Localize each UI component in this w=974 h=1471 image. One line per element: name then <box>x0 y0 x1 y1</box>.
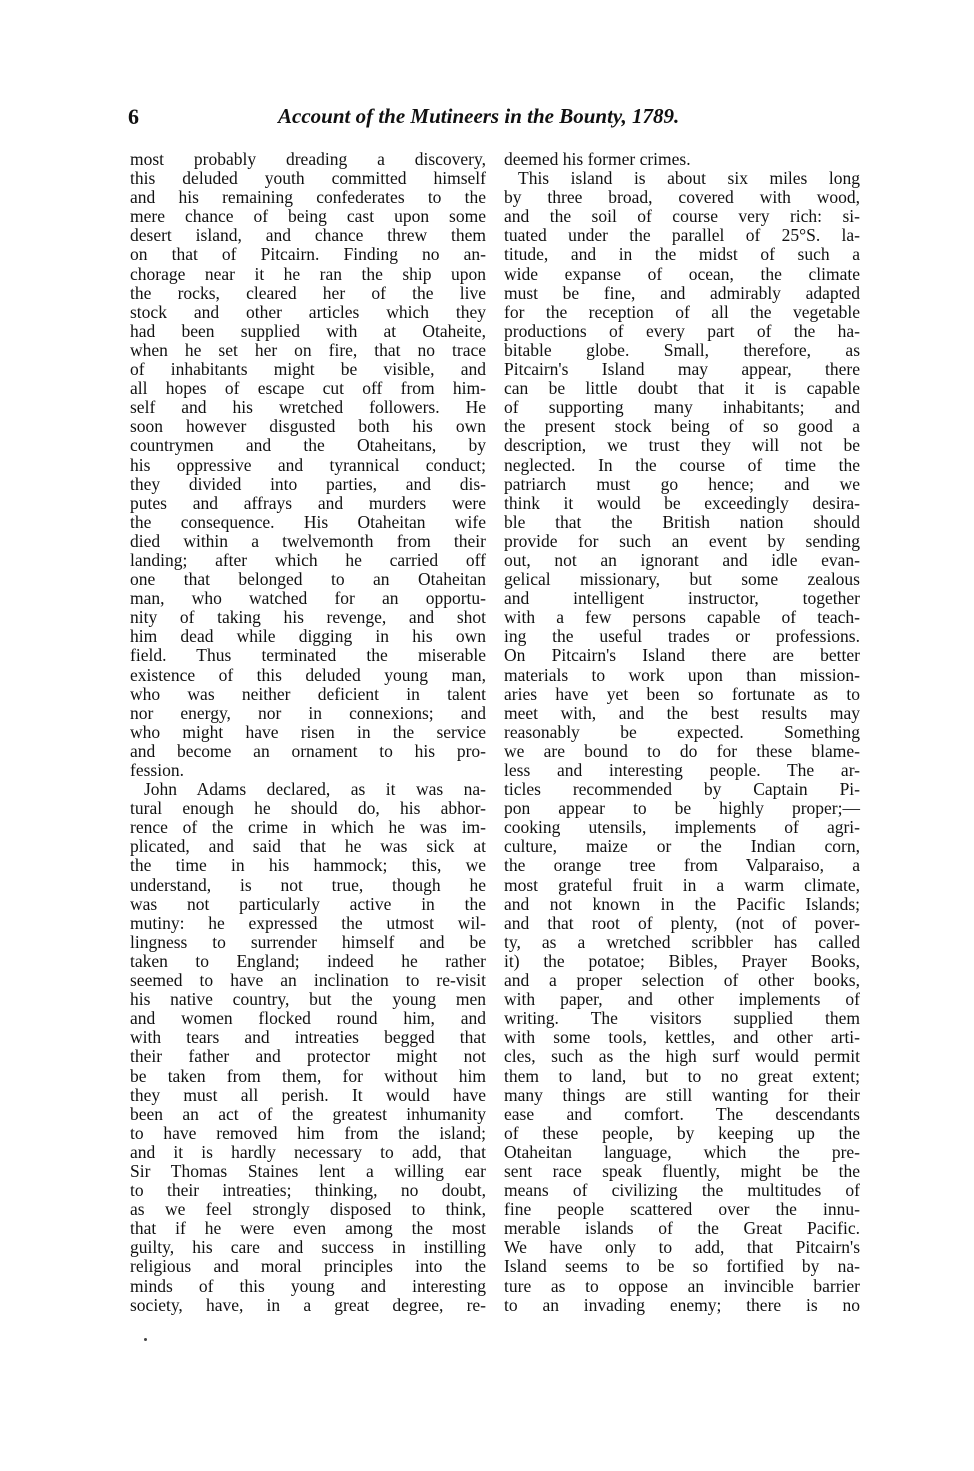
text-line: wide expanse of ocean, the climate <box>504 263 860 284</box>
text-line: stock and other articles which they <box>130 301 486 322</box>
text-line: John Adams declared, as it was na- <box>144 779 486 800</box>
text-line: guilty, his care and success in instilling <box>130 1237 486 1258</box>
text-line: they must all perish. It would have <box>130 1084 486 1105</box>
text-line: and become an ornament to his pro- <box>130 740 486 761</box>
text-line: culture, maize or the Indian corn, <box>504 836 860 857</box>
text-line: to an invading enemy; there is no <box>504 1294 860 1315</box>
text-line: by three broad, covered with wood, <box>504 187 860 208</box>
text-line: landing; after which he carried off <box>130 549 486 570</box>
text-line: as we feel strongly disposed to think, <box>130 1199 486 1220</box>
text-line: and intelligent instructor, together <box>504 588 860 609</box>
text-line: the present stock being of so good a <box>504 416 860 437</box>
text-line: reasonably be expected. Something <box>504 721 860 742</box>
text-line: neglected. In the course of time the <box>504 454 860 475</box>
text-line: soon however disgusted both his own <box>130 416 486 437</box>
text-line: the time in his hammock; this, we <box>130 855 486 876</box>
text-line: most grateful fruit in a warm climate, <box>504 874 860 895</box>
text-line: Island seems to be so fortified by na- <box>504 1256 860 1277</box>
text-line: writing. The visitors supplied them <box>504 1008 860 1029</box>
text-line: with a few persons capable of teach- <box>504 607 860 628</box>
text-line: their father and protector might not <box>130 1046 486 1067</box>
text-line: to have removed him from the island; <box>130 1122 486 1143</box>
ink-speck <box>144 1338 147 1341</box>
running-head <box>128 104 868 134</box>
text-line: titude, and in the midst of such a <box>504 244 860 265</box>
text-line: ticles recommended by Captain Pi- <box>504 779 860 800</box>
text-line: out, not an ignorant and idle evan- <box>504 549 860 570</box>
text-line: who was neither deficient in talent <box>130 683 486 704</box>
text-line: his oppressive and tyrannical conduct; <box>130 454 486 475</box>
text-line: means of civilizing the multitudes of <box>504 1180 860 1201</box>
text-line: religious and moral principles into the <box>130 1256 486 1277</box>
text-line: many things are still wanting for their <box>504 1084 860 1105</box>
text-line: gelical missionary, but some zealous <box>504 569 860 590</box>
text-line: be taken from them, for without him <box>130 1065 486 1086</box>
text-line: one that belonged to an Otaheitan <box>130 569 486 590</box>
text-line: all hopes of escape cut off from him- <box>130 378 486 399</box>
text-line: been an act of the greatest inhumanity <box>130 1103 486 1124</box>
text-line: and the soil of course very rich: si- <box>504 206 860 227</box>
text-line: field. Thus terminated the miserable <box>130 645 486 666</box>
text-column-left <box>130 150 486 1315</box>
text-line: deemed his former crimes. <box>504 149 691 169</box>
text-line: tuated under the parallel of 25°S. la- <box>504 225 860 246</box>
text-line: nity of taking his revenge, and shot <box>130 607 486 628</box>
text-line: and not known in the Pacific Islands; <box>504 893 860 914</box>
text-line: fine people scattered over the innu- <box>504 1199 860 1220</box>
text-line: On Pitcairn's Island there are better <box>504 645 860 666</box>
text-line: most probably dreading a discovery, <box>130 149 486 169</box>
text-line: ble that the British nation should <box>504 511 860 532</box>
text-line: died within a twelvemonth from their <box>130 530 486 551</box>
text-line: of these people, by keeping up the <box>504 1122 860 1143</box>
text-line: this deluded youth committed himself <box>130 168 486 189</box>
text-line: it) the potatoe; Bibles, Prayer Books, <box>504 950 860 971</box>
text-line: aries have yet been so fortunate as to <box>504 683 860 704</box>
text-line: and his remaining confederates to the <box>130 187 486 208</box>
text-line: we are bound to do for these blame- <box>504 740 860 761</box>
text-line: when he set her on fire, that no trace <box>130 339 486 360</box>
text-line: them to land, but to no great extent; <box>504 1065 860 1086</box>
text-line: productions of every part of the ha- <box>504 320 860 341</box>
text-line: Pitcairn's Island may appear, there <box>504 359 860 380</box>
text-line: countrymen and the Otaheitans, by <box>130 435 486 456</box>
text-line: with some tools, kettles, and other arti- <box>504 1027 860 1048</box>
text-line: This island is about six miles long <box>518 168 860 189</box>
text-line: existence of this deluded young man, <box>130 664 486 685</box>
text-line: bitable globe. Small, therefore, as <box>504 339 860 360</box>
text-line: pon appear to be highly proper;— <box>504 798 860 819</box>
text-line: meet with, and the best results may <box>504 702 860 723</box>
text-line: his native country, but the young men <box>130 989 486 1010</box>
text-line: ty, as a wretched scribbler has called <box>504 931 860 952</box>
text-line: materials to work upon than mission- <box>504 664 860 685</box>
text-line: putes and affrays and murders were <box>130 492 486 513</box>
text-line: and it is hardly necessary to add, that <box>130 1141 486 1162</box>
text-line: rence of the crime in which he was im- <box>130 817 486 838</box>
text-line: the orange tree from Valparaiso, a <box>504 855 860 876</box>
text-line: ture as to oppose an invincible barrier <box>504 1275 860 1296</box>
text-line: of inhabitants might be visible, and <box>130 359 486 380</box>
text-line: description, we trust they will not be <box>504 435 860 456</box>
text-line: provide for such an event by sending <box>504 530 860 551</box>
text-line: had been supplied with at Otaheite, <box>130 320 486 341</box>
text-line: minds of this young and interesting <box>130 1275 486 1296</box>
text-line: and that root of plenty, (not of pover- <box>504 912 860 933</box>
text-line: and a proper selection of other books, <box>504 970 860 991</box>
text-line: nor energy, nor in connexions; and <box>130 702 486 723</box>
page-number: 6 <box>128 104 139 129</box>
text-line: mere chance of being cast upon some <box>130 206 486 227</box>
text-line: ease and comfort. The descendants <box>504 1103 860 1124</box>
text-line: on that of Pitcairn. Finding no an- <box>130 244 486 265</box>
text-line: patriarch must go hence; and we <box>504 473 860 494</box>
text-line: understand, is not true, though he <box>130 874 486 895</box>
text-line: plicated, and said that he was sick at <box>130 836 486 857</box>
text-line: for the reception of all the vegetable <box>504 301 860 322</box>
text-line: and women flocked round him, and <box>130 1008 486 1029</box>
text-line: of supporting many inhabitants; and <box>504 397 860 418</box>
text-line: lingness to surrender himself and be <box>130 931 486 952</box>
text-line: must be fine, and admirably adapted <box>504 282 860 303</box>
text-line: We have only to add, that Pitcairn's <box>504 1237 860 1258</box>
text-line: with tears and intreaties begged that <box>130 1027 486 1048</box>
text-line: mutiny: he expressed the utmost wil- <box>130 912 486 933</box>
text-line: cles, such as the high surf would permit <box>504 1046 860 1067</box>
text-line: to their intreaties; thinking, no doubt, <box>130 1180 486 1201</box>
text-line: man, who watched for an opportu- <box>130 588 486 609</box>
text-line: tural enough he should do, his abhor- <box>130 798 486 819</box>
text-line: Otaheitan language, which the pre- <box>504 1141 860 1162</box>
text-line: fession. <box>130 760 184 780</box>
text-line: taken to England; indeed he rather <box>130 950 486 971</box>
text-line: merable islands of the Great Pacific. <box>504 1218 860 1239</box>
text-line: with paper, and other implements of <box>504 989 860 1010</box>
text-line: desert island, and chance threw them <box>130 225 486 246</box>
text-line: can be little doubt that it is capable <box>504 378 860 399</box>
text-line: seemed to have an inclination to re-visit <box>130 970 486 991</box>
text-line: was not particularly active in the <box>130 893 486 914</box>
text-line: chorage near it he ran the ship upon <box>130 263 486 284</box>
text-line: society, have, in a great degree, re- <box>130 1294 486 1315</box>
text-line: the consequence. His Otaheitan wife <box>130 511 486 532</box>
text-line: sent race speak fluently, might be the <box>504 1160 860 1181</box>
text-line: the rocks, cleared her of the live <box>130 282 486 303</box>
running-head-title: Account of the Mutineers in the Bounty, 1789. <box>278 104 680 128</box>
text-line: think it would be exceedingly desira- <box>504 492 860 513</box>
text-line: him dead while digging in his own <box>130 626 486 647</box>
text-line: who might have risen in the service <box>130 721 486 742</box>
text-line: cooking utensils, implements of agri- <box>504 817 860 838</box>
text-line: less and interesting people. The ar- <box>504 760 860 780</box>
text-line: they divided into parties, and dis- <box>130 473 486 494</box>
text-line: that if he were even among the most <box>130 1218 486 1239</box>
text-line: ing the useful trades or professions. <box>504 626 860 647</box>
text-column-right <box>504 150 860 1315</box>
text-line: Sir Thomas Staines lent a willing ear <box>130 1160 486 1181</box>
text-line: self and his wretched followers. He <box>130 397 486 418</box>
